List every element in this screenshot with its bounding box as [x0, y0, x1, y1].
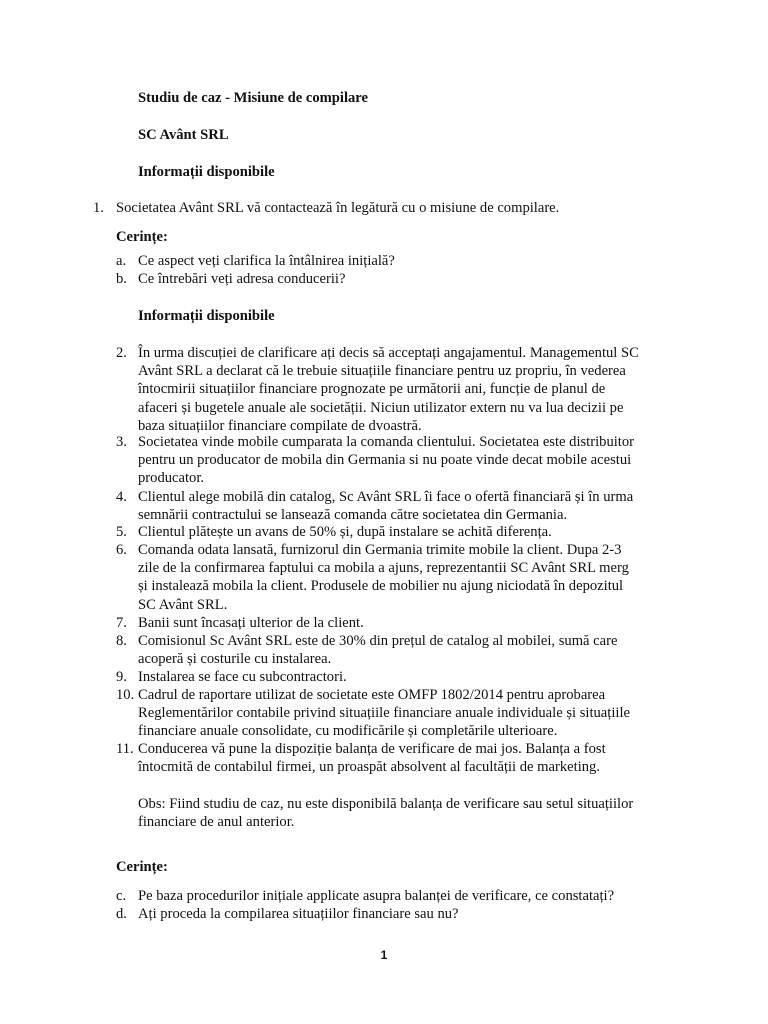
- requirement-letter: d.: [116, 906, 127, 922]
- list-item-number: 11.: [116, 741, 134, 757]
- requirement-letter: b.: [116, 271, 127, 287]
- list-item-text: Clientul alege mobilă din catalog, Sc Avânt SRL îi face o ofertă financiară și în urma semnării contractului se lansează comanda către societatea din Germania.: [138, 489, 634, 524]
- list-item-text: Conducerea vă pune la dispoziție balanța de verificare de mai jos. Balanța a fost întocmită de contabilul firmei, un proaspăt absolvent al facultății de marketing.: [138, 741, 606, 776]
- list-item-text: Comanda odata lansată, furnizorul din Germania trimite mobile la client. Dupa 2-3 zile de la confirmarea faptului ca mobila a ajuns, reprezentantii SC Avânt SRL merg și instalează mobila la client. Produsele de mobilier nu ajung niciodată în depozitul SC Avânt SRL.: [138, 542, 629, 613]
- list-item-number: 4.: [116, 489, 127, 505]
- requirement-letter: a.: [116, 253, 127, 269]
- list-item-text: Societatea vinde mobile cumparata la comanda clientului. Societatea este distribuitor pentru un producator de mobila din Germania si nu poate vinde decat mobile acestui producator.: [138, 434, 635, 487]
- list-item-number: 2.: [116, 345, 127, 361]
- list-item-number: 7.: [116, 615, 127, 631]
- list-item-text: Instalarea se face cu subcontractori.: [138, 669, 347, 685]
- section-heading-info: Informații disponibile: [138, 164, 275, 180]
- list-item-number: 6.: [116, 542, 127, 558]
- list-item-text: Banii sunt încasați ulterior de la client.: [138, 615, 364, 631]
- requirement-letter: c.: [116, 888, 127, 904]
- list-item-number: 9.: [116, 669, 127, 685]
- company-name: SC Avânt SRL: [138, 127, 229, 143]
- requirement-text: Ce aspect veți clarifica la întâlnirea inițială?: [138, 253, 395, 269]
- requirements-heading: Cerințe:: [116, 859, 168, 875]
- list-item-number: 1.: [93, 200, 104, 216]
- document-title: Studiu de caz - Misiune de compilare: [138, 90, 368, 106]
- list-item-text: În urma discuției de clarificare ați decis să acceptați angajamentul. Managementul SC Avânt SRL a declarat că le trebuie situațiile financiare pentru uz propriu, în vederea întocmirii situațiilor financiare prognozate pe următorii ani, funcție de planul de afaceri și bugetele anuale ale societății. Niciun utilizator extern nu va lua decizii pe baza situațiilor financiare compilate de dvoastră.: [138, 345, 639, 434]
- requirement-text: Pe baza procedurilor inițiale applicate asupra balanței de verificare, ce constatați?: [138, 888, 615, 904]
- list-item-text: Cadrul de raportare utilizat de societate este OMFP 1802/2014 pentru aprobarea Reglementărilor contabile privind situațiile financiare anuale individuale și situațiile financiare anuale consolidate, cu modificările și completările ulterioare.: [138, 687, 630, 740]
- list-item-number: 10.: [116, 687, 135, 703]
- requirement-text: Ce întrebări veți adresa conducerii?: [138, 271, 346, 287]
- list-item-text: Comisionul Sc Avânt SRL este de 30% din prețul de catalog al mobilei, sumă care acoperă și costurile cu instalarea.: [138, 633, 618, 668]
- list-item-text: Societatea Avânt SRL vă contactează în legătură cu o misiune de compilare.: [116, 200, 560, 216]
- list-item-number: 3.: [116, 434, 127, 450]
- list-item-text: Clientul plătește un avans de 50% și, după instalare se achită diferența.: [138, 524, 552, 540]
- section-heading-info: Informații disponibile: [138, 308, 275, 324]
- page-number: 1: [380, 948, 388, 962]
- requirements-heading: Cerințe:: [116, 229, 168, 245]
- requirement-text: Ați proceda la compilarea situațiilor financiare sau nu?: [138, 906, 459, 922]
- list-item-number: 8.: [116, 633, 127, 649]
- list-item-number: 5.: [116, 524, 127, 540]
- observation-note: Obs: Fiind studiu de caz, nu este disponibilă balanța de verificare sau setul situațiilor financiare de anul anterior.: [138, 796, 634, 831]
